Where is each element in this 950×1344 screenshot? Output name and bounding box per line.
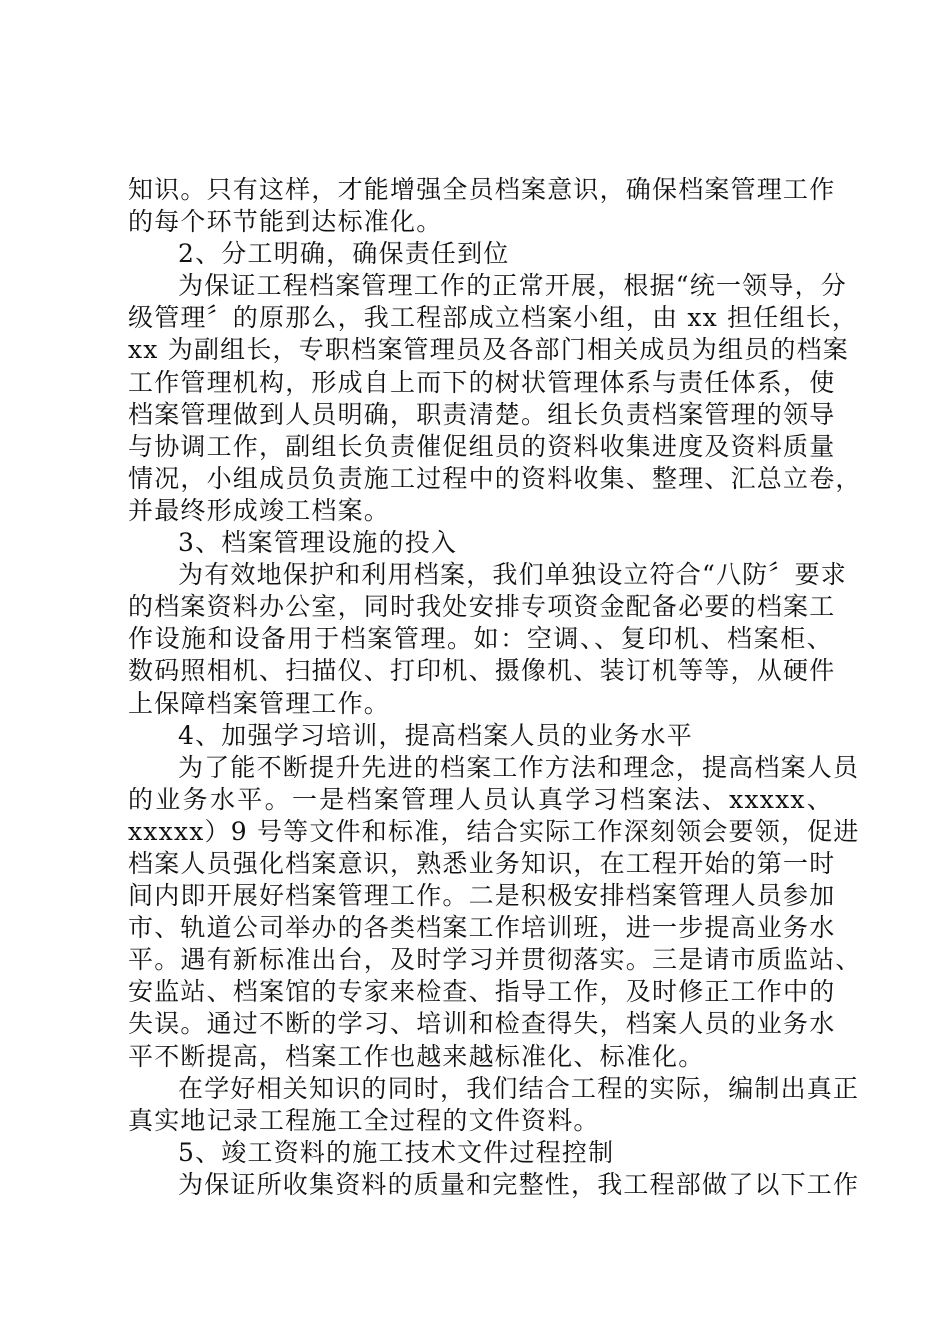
text-line: 在学好相关知识的同时，我们结合工程的实际，编制出真正 — [178, 1073, 860, 1103]
text-line: 为有效地保护和利用档案，我们单独设立符合“八防〞要求 — [178, 560, 847, 590]
text-line: 4、加强学习培训，提高档案人员的业务水平 — [178, 720, 693, 750]
text-line: 的业务水平。一是档案管理人员认真学习档案法、xxxxx、 — [128, 784, 833, 814]
text-line: 真实地记录工程施工全过程的文件资料。 — [128, 1105, 600, 1135]
text-line: 5、竣工资料的施工技术文件过程控制 — [178, 1137, 615, 1167]
text-line: 的每个环节能到达标准化。 — [128, 207, 443, 237]
text-line: 档案人员强化档案意识，熟悉业务知识，在工程开始的第一时 — [128, 848, 836, 878]
text-line: 并最终形成竣工档案。 — [128, 495, 391, 525]
text-line: 失误。通过不断的学习、培训和检查得失，档案人员的业务水 — [128, 1009, 836, 1039]
text-line: 为了能不断提升先进的档案工作方法和理念，提高档案人员 — [178, 752, 860, 782]
text-line: 2、分工明确，确保责任到位 — [178, 239, 510, 269]
text-line: 间内即开展好档案管理工作。二是积极安排档案管理人员参加 — [128, 881, 836, 911]
text-line: 的档案资料办公室，同时我处安排专项资金配备必要的档案工 — [128, 592, 836, 622]
text-line: 平。遇有新标准出台，及时学习并贯彻落实。三是请市质监站、 — [128, 945, 862, 975]
text-line: 情况，小组成员负责施工过程中的资料收集、整理、汇总立卷， — [128, 463, 862, 493]
text-line: 工作管理机构，形成自上而下的树状管理体系与责任体系，使 — [128, 367, 836, 397]
text-line: 为保证工程档案管理工作的正常开展，根据“统一领导，分 — [178, 271, 847, 301]
text-line: 市、轨道公司举办的各类档案工作培训班，进一步提高业务水 — [128, 913, 836, 943]
text-line: 与协调工作，副组长负责催促组员的资料收集进度及资料质量 — [128, 431, 836, 461]
text-line: 为保证所收集资料的质量和完整性，我工程部做了以下工作 — [178, 1169, 860, 1199]
text-line: xxxxx）9 号等文件和标准，结合实际工作深刻领会要领，促进 — [128, 816, 860, 846]
text-line: 知识。只有这样，才能增强全员档案意识，确保档案管理工作 — [128, 175, 836, 204]
document-body — [128, 174, 862, 1201]
text-line: 平不断提高，档案工作也越来越标准化、标准化。 — [128, 1041, 705, 1071]
text-line: 级管理〞的原那么，我工程部成立档案小组，由 xx 担任组长， — [128, 303, 859, 333]
text-line: 上保障档案管理工作。 — [128, 688, 391, 718]
text-line: 数码照相机、扫描仪、打印机、摄像机、装订机等等，从硬件 — [128, 656, 836, 686]
text-line: 3、档案管理设施的投入 — [178, 528, 458, 558]
text-line: xx 为副组长，专职档案管理员及各部门相关成员为组员的档案 — [128, 335, 849, 365]
text-line: 安监站、档案馆的专家来检查、指导工作，及时修正工作中的 — [128, 977, 836, 1007]
text-line: 档案管理做到人员明确，职责清楚。组长负责档案管理的领导 — [128, 399, 836, 429]
text-line: 作设施和设备用于档案管理。如：空调、、复印机、档案柜、 — [128, 624, 833, 654]
